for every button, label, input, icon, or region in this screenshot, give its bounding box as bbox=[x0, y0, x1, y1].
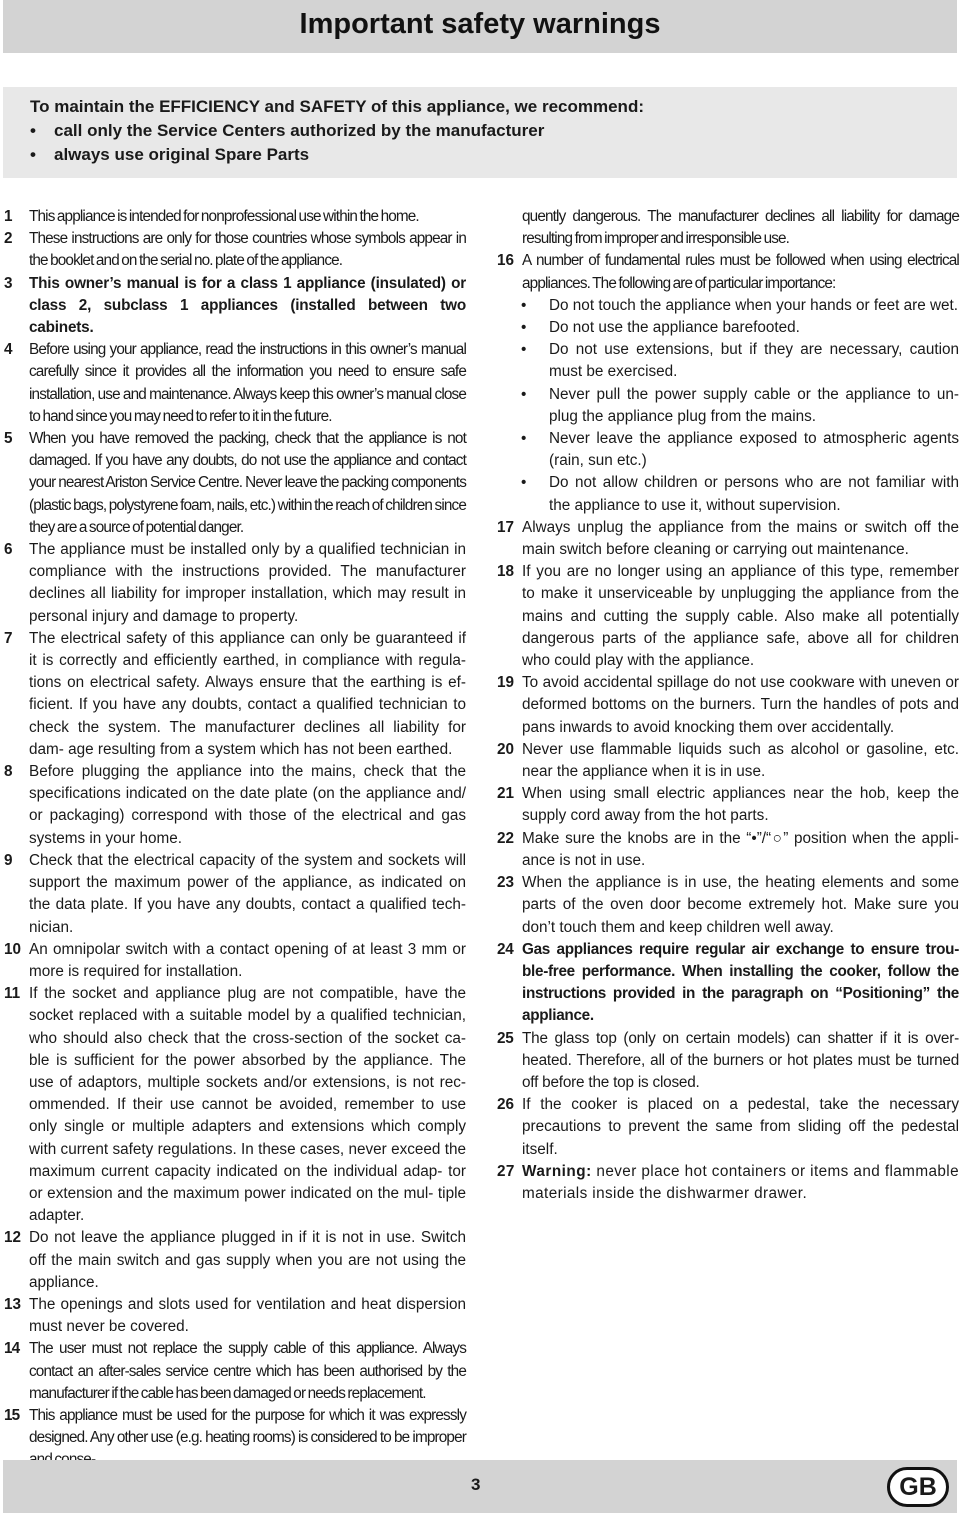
bullet-item bbox=[497, 384, 959, 428]
item-text: never place hot containers or items and flammable materials inside the dishwarmer drawer. bbox=[522, 1162, 959, 1202]
item-number: 21 bbox=[497, 785, 515, 803]
bullet-dot: • bbox=[30, 145, 36, 164]
item-text: Make sure the knobs are in the “•”/“○” position when the appli- ance is not in use. bbox=[522, 829, 959, 869]
bullet-item bbox=[497, 295, 959, 317]
page-number: 3 bbox=[471, 1475, 481, 1494]
bullet-dot: • bbox=[521, 430, 527, 448]
warning-item-4 bbox=[4, 339, 466, 428]
bullet-list bbox=[497, 295, 959, 517]
intro-bullet-item bbox=[30, 121, 544, 141]
item-number: 19 bbox=[497, 674, 515, 692]
item-text: If the socket and appliance plug are not compatible, have the socket replaced with a suitable model by a qualified technician, who should also check that the cross-section of the socket ca- ble is sufficient for the power absorbed by the appliance. The use of adaptors, multiple sockets and/or extensions, is not rec- ommended. If their use cannot be avoided, remember to use only single or multiple adapters and extensions which comply with current safety regulations. In these cases, never exceed the maximum current capacity indicated on the individual adap- tor or extension and the maximum power indicated on the mul- tiple adapter. bbox=[29, 985, 466, 1225]
item-number: 5 bbox=[4, 430, 12, 448]
bullet-item bbox=[497, 339, 959, 383]
item-text: Gas appliances require regular air exchange to ensure trou- ble-free performance. When installing the cooker, follow the instructions provided in the paragraph on “Positioning” the appliance. bbox=[522, 940, 959, 1025]
intro-bullet-item bbox=[30, 145, 309, 165]
warning-item-15-continued bbox=[497, 206, 959, 250]
item-number: 1 bbox=[4, 208, 12, 225]
warning-item-7 bbox=[4, 628, 466, 761]
item-text: The glass top (only on certain models) can shatter if it is over- heated. Therefore, all of the burners or hot plates must be turned off before the top is closed. bbox=[522, 1029, 959, 1091]
warning-item-8 bbox=[4, 761, 466, 850]
item-text: To avoid accidental spillage do not use cookware with uneven or deformed bottoms on the burners. Turn the handles of pots and pans inwards to avoid knocking them over accidentally. bbox=[522, 674, 959, 736]
item-number: 10 bbox=[4, 940, 22, 958]
warning-item-17 bbox=[497, 517, 959, 561]
item-text: These instructions are only for those countries whose symbols appear in the booklet and on the serial no. plate of the appliance. bbox=[29, 230, 466, 270]
item-number: 20 bbox=[497, 740, 515, 758]
warning-item-2 bbox=[4, 228, 466, 272]
item-number: 7 bbox=[4, 629, 13, 647]
item-text: Before plugging the appliance into the mains, check that the specifications indicated on the date plate (on the appliance and/ or packaging) correspond with those of the electrical and gas systems in your home. bbox=[29, 763, 466, 847]
warning-item-27 bbox=[497, 1161, 959, 1205]
warning-item-3 bbox=[4, 273, 466, 340]
warning-item-18 bbox=[497, 561, 959, 672]
item-number: 22 bbox=[497, 829, 515, 847]
bullet-dot: • bbox=[521, 296, 527, 314]
item-number: 12 bbox=[4, 1229, 22, 1247]
item-text: When using small electric appliances near the hob, keep the supply cord away from the hot parts. bbox=[522, 785, 959, 825]
item-number: 14 bbox=[4, 1340, 20, 1358]
intro-bullet-text: call only the Service Centers authorized by the manufacturer bbox=[54, 121, 545, 140]
bullet-text: Do not touch the appliance when your hands or feet are wet. bbox=[549, 296, 959, 314]
warning-item-14 bbox=[4, 1338, 466, 1405]
intro-heading: To maintain the EFFICIENCY and SAFETY of this appliance, we recommend: bbox=[30, 97, 644, 116]
bullet-item bbox=[497, 472, 959, 516]
item-text: The openings and slots used for ventilation and heat dispersion must never be covered. bbox=[29, 1295, 466, 1336]
item-text: This owner’s manual is for a class 1 appliance (insulated) or class 2, subclass 1 appliances (installed between two cabinets. bbox=[29, 274, 466, 337]
item-number: 13 bbox=[4, 1295, 22, 1313]
item-number: 16 bbox=[497, 252, 515, 270]
warning-item-10 bbox=[4, 939, 466, 983]
item-number: 18 bbox=[497, 563, 515, 581]
bullet-dot: • bbox=[521, 341, 527, 359]
item-text: Never use flammable liquids such as alcohol or gasoline, etc. near the appliance when it is in use. bbox=[522, 740, 959, 781]
bullet-text: Never pull the power supply cable or the appliance to un- plug the appliance plug from the mains. bbox=[549, 385, 959, 425]
bullet-dot: • bbox=[30, 121, 36, 140]
item-number: 4 bbox=[4, 341, 12, 359]
warning-item-11 bbox=[4, 983, 466, 1227]
warning-item-19 bbox=[497, 672, 959, 739]
item-text: Do not leave the appliance plugged in if it is not in use. Switch off the main switch and gas supply when you are not using the appliance. bbox=[29, 1229, 466, 1291]
bullet-text: Do not use the appliance barefooted. bbox=[549, 319, 800, 337]
item-text: When the appliance is in use, the heating elements and some parts of the oven door become extremely hot. Make sure you don’t touch them and keep children well away. bbox=[522, 874, 959, 936]
item-text: When you have removed the packing, check that the appliance is not damaged. If you have any doubts, do not use the appliance and contact your nearest Ariston Service Centre. Never leave the packing components (plastic bags, polystyrene foam, nails, etc.) within the reach of children since they are a source of potential danger. bbox=[29, 430, 466, 536]
bullet-dot: • bbox=[521, 474, 527, 492]
left-column bbox=[4, 206, 466, 1472]
item-text: Always unplug the appliance from the mains or switch off the main switch before cleaning or carrying out maintenance. bbox=[522, 518, 959, 559]
warning-item-12 bbox=[4, 1227, 466, 1294]
bullet-item bbox=[497, 317, 959, 339]
warning-item-24 bbox=[497, 939, 959, 1028]
warning-item-25 bbox=[497, 1028, 959, 1095]
warning-item-6 bbox=[4, 539, 466, 628]
warning-item-13 bbox=[4, 1294, 466, 1338]
warning-item-1 bbox=[4, 206, 466, 228]
item-number: 2 bbox=[4, 230, 12, 248]
item-number: 27 bbox=[497, 1162, 515, 1180]
item-text: The user must not replace the supply cable of this appliance. Always contact an after-sales service centre which has been authorised by the manufacturer if the cable has been damaged or needs replacement. bbox=[29, 1340, 466, 1402]
warning-item-23 bbox=[497, 872, 959, 939]
item-text: The electrical safety of this appliance can only be guaranteed if it is correctly and efficiently earthed, in compliance with regula- tions on electrical safety. Always ensure that the earthing is ef- ficient. If you have any doubts, contact a qualified technician to check the system. The manufacturer declines all liability for dam- age resulting from a system which has not been earthed. bbox=[29, 629, 466, 758]
item-text: This appliance is intended for nonprofessional use within the home. bbox=[29, 208, 419, 225]
item-number: 23 bbox=[497, 874, 515, 892]
right-column bbox=[497, 206, 959, 1205]
item-text: This appliance must be used for the purpose for which it was expressly designed. Any other use (e.g. heating rooms) is considered to be improper bbox=[29, 1406, 466, 1447]
warning-item-16 bbox=[497, 250, 959, 294]
warning-item-26 bbox=[497, 1094, 959, 1161]
page-title: Important safety warnings bbox=[299, 8, 661, 40]
warning-item-20 bbox=[497, 739, 959, 783]
item-text: An omnipolar switch with a contact opening of at least 3 mm or more is required for installation. bbox=[29, 940, 466, 980]
bullet-dot: • bbox=[521, 319, 527, 337]
item-number: 3 bbox=[4, 274, 13, 292]
bullet-item bbox=[497, 428, 959, 472]
item-text: If you are no longer using an appliance of this type, remember to make it unserviceable by unplugging the appliance from the mains and cutting the supply cable. Also make all potentially dangerous parts of the appliance safe, above all for children who could play with the appliance. bbox=[522, 563, 959, 670]
warning-label: Warning: bbox=[522, 1162, 592, 1180]
item-number: 26 bbox=[497, 1096, 515, 1114]
item-text: A number of fundamental rules must be followed when using electrical appliances. The following are of particular importance: bbox=[522, 252, 959, 292]
item-text: If the cooker is placed on a pedestal, take the necessary precautions to prevent the same from sliding off the pedestal itself. bbox=[522, 1096, 959, 1158]
warning-item-21 bbox=[497, 783, 959, 827]
item-number: 25 bbox=[497, 1029, 514, 1047]
warning-item-22 bbox=[497, 828, 959, 872]
warning-item-5 bbox=[4, 428, 466, 539]
item-text: Before using your appliance, read the instructions in this owner’s manual carefully since it provides all the information you need to ensure safe installation, use and maintenance. Always keep this owner’s manual close to hand since you may need to refer to it in the future. bbox=[29, 341, 466, 425]
item-text: The appliance must be installed only by a qualified technician in compliance with the instructions provided. The manufacturer declines all liability for improper installation, which may result in personal injury and damage to property. bbox=[29, 541, 466, 625]
intro-bullet-text: always use original Spare Parts bbox=[54, 145, 310, 164]
bullet-text: Do not use extensions, but if they are necessary, caution must be exercised. bbox=[549, 341, 959, 381]
item-text: Check that the electrical capacity of the system and sockets will support the maximum power of the appliance, as indicated on the data plate. If you have any doubts, contact a qualified tech- nician. bbox=[29, 851, 466, 936]
bullet-text: Never leave the appliance exposed to atmospheric agents (rain, sun etc.) bbox=[549, 430, 959, 470]
item-number: 15 bbox=[4, 1406, 20, 1424]
warning-item-9 bbox=[4, 850, 466, 939]
bullet-text: Do not allow children or persons who are not familiar with the appliance to use it, without supervision. bbox=[549, 474, 959, 514]
item-number: 17 bbox=[497, 518, 515, 536]
item-number: 9 bbox=[4, 851, 13, 869]
language-badge: GB bbox=[887, 1467, 949, 1507]
item-number: 8 bbox=[4, 763, 13, 781]
bullet-dot: • bbox=[521, 385, 527, 403]
item-number: 24 bbox=[497, 940, 514, 958]
item-number: 11 bbox=[4, 985, 21, 1003]
item-number: 6 bbox=[4, 541, 13, 559]
item-text: quently dangerous. The manufacturer declines all liability for damage resulting from improper and irresponsible use. bbox=[522, 208, 959, 248]
